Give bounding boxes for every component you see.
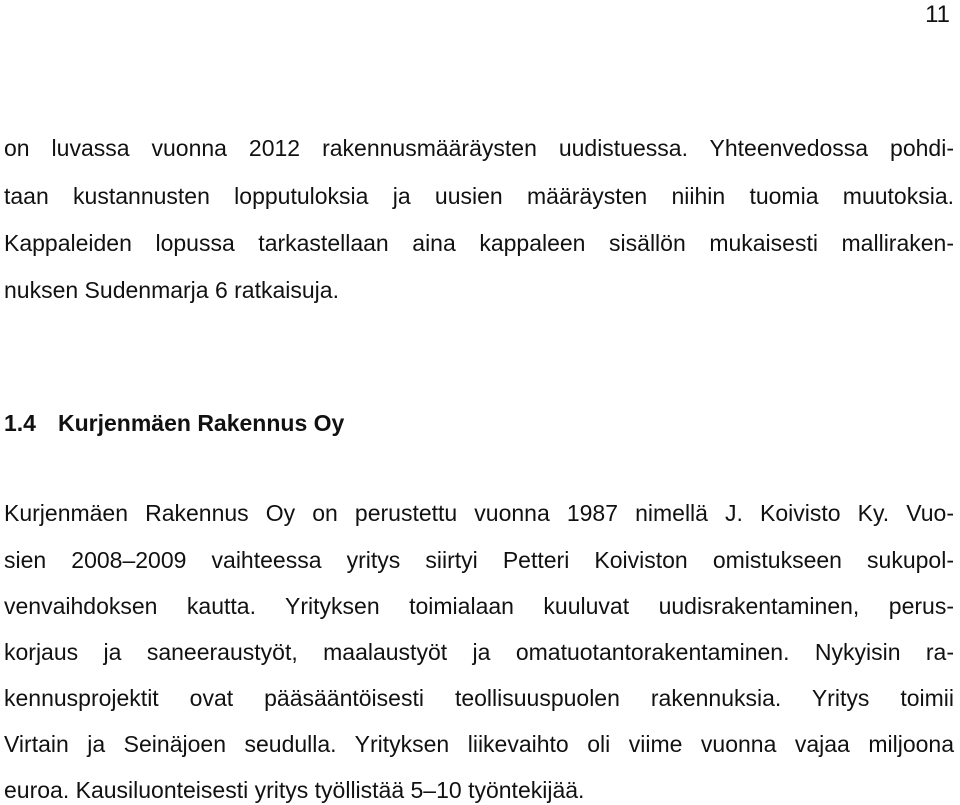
text-line: Virtain ja Seinäjoen seudulla. Yrityksen liikevaihto oli viime vuonna vajaa miljoona: [4, 731, 954, 757]
text-line: on luvassa vuonna 2012 rakennusmääräysten uudistuessa. Yhteenvedossa pohdi-: [4, 135, 954, 161]
text-line: korjaus ja saneeraustyöt, maalaustyöt ja omatuotantorakentaminen. Nykyisin ra-: [4, 639, 954, 665]
text-line: venvaihdoksen kautta. Yrityksen toimialaan kuuluvat uudisrakentaminen, perus-: [4, 593, 954, 619]
text-line: Kurjenmäen Rakennus Oy on perustettu vuonna 1987 nimellä J. Koivisto Ky. Vuo-: [4, 500, 954, 526]
text-line: taan kustannusten lopputuloksia ja uusien määräysten niihin tuomia muutoksia.: [4, 183, 954, 209]
text-line: Kappaleiden lopussa tarkastellaan aina kappaleen sisällön mukaisesti malliraken-: [4, 230, 954, 256]
text-line: euroa. Kausiluonteisesti yritys työllistää 5–10 työntekijää.: [4, 777, 585, 803]
text-line: nuksen Sudenmarja 6 ratkaisuja.: [4, 277, 339, 303]
page-number: 11: [925, 1, 950, 28]
section-title: Kurjenmäen Rakennus Oy: [58, 410, 345, 436]
text-line: sien 2008–2009 vaihteessa yritys siirtyi Petteri Koiviston omistukseen sukupol-: [4, 547, 954, 573]
text-line: kennusprojektit ovat pääsääntöisesti teollisuuspuolen rakennuksia. Yritys toimii: [4, 685, 954, 711]
section-heading: [4, 408, 344, 438]
section-number: 1.4: [4, 410, 36, 436]
